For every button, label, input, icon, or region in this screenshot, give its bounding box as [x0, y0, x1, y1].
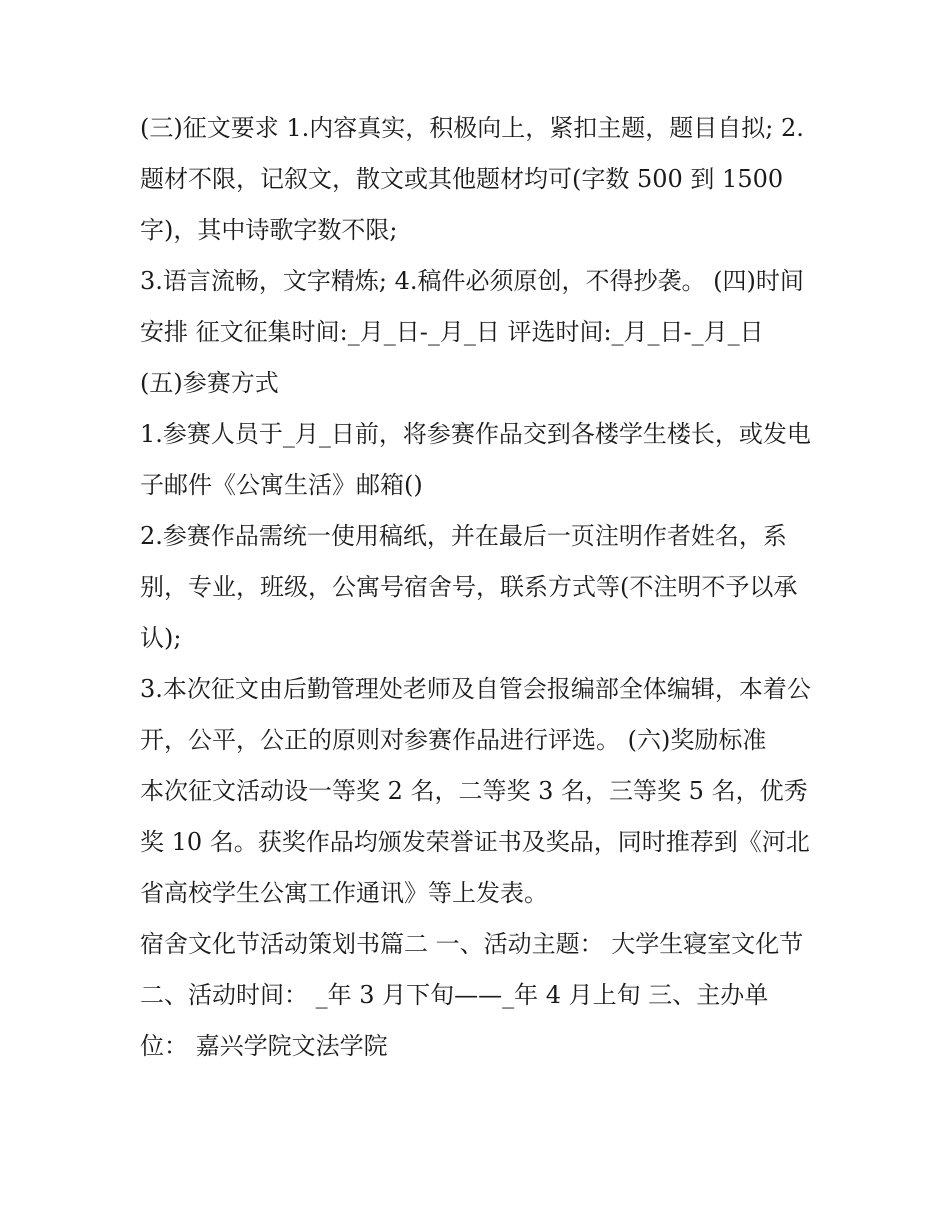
paragraph-submission-method-1: 1.参赛人员于_月_日前，将参赛作品交到各楼学生楼长，或发电子邮件《公寓生活》邮箱() [140, 420, 811, 499]
document-body [140, 103, 812, 1072]
paragraph-submission-method-2: 2.参赛作品需统一使用稿纸，并在最后一页注明作者姓名，系别，专业，班级，公寓号宿舍号，联系方式等(不注明不予以承认); [140, 522, 798, 652]
paragraph-plan-two: 宿舍文化节活动策划书篇二 一、活动主题： 大学生寝室文化节 二、活动时间： _年 3 月下旬——_年 4 月上旬 三、主办单位： 嘉兴学院文法学院 [140, 930, 811, 1060]
paragraph-awards: 本次征文活动设一等奖 2 名，二等奖 3 名，三等奖 5 名，优秀奖 10 名。获奖作品均颁发荣誉证书及奖品，同时推荐到《河北省高校学生公寓工作通讯》等上发表。 [140, 777, 810, 907]
paragraph-schedule: 3.语言流畅，文字精炼; 4.稿件必须原创，不得抄袭。 (四)时间安排 征文征集时间:_月_日-_月_日 评选时间:_月_日-_月_日 (五)参赛方式 [140, 267, 804, 397]
paragraph-submission-method-3: 3.本次征文由后勤管理处老师及自管会报编部全体编辑，本着公开，公平，公正的原则对参赛作品进行评选。 (六)奖励标准 [140, 675, 811, 754]
paragraph-essay-requirements: (三)征文要求 1.内容真实，积极向上，紧扣主题，题目自拟; 2.题材不限，记叙文，散文或其他题材均可(字数 500 到 1500 字)，其中诗歌字数不限; [140, 114, 804, 244]
